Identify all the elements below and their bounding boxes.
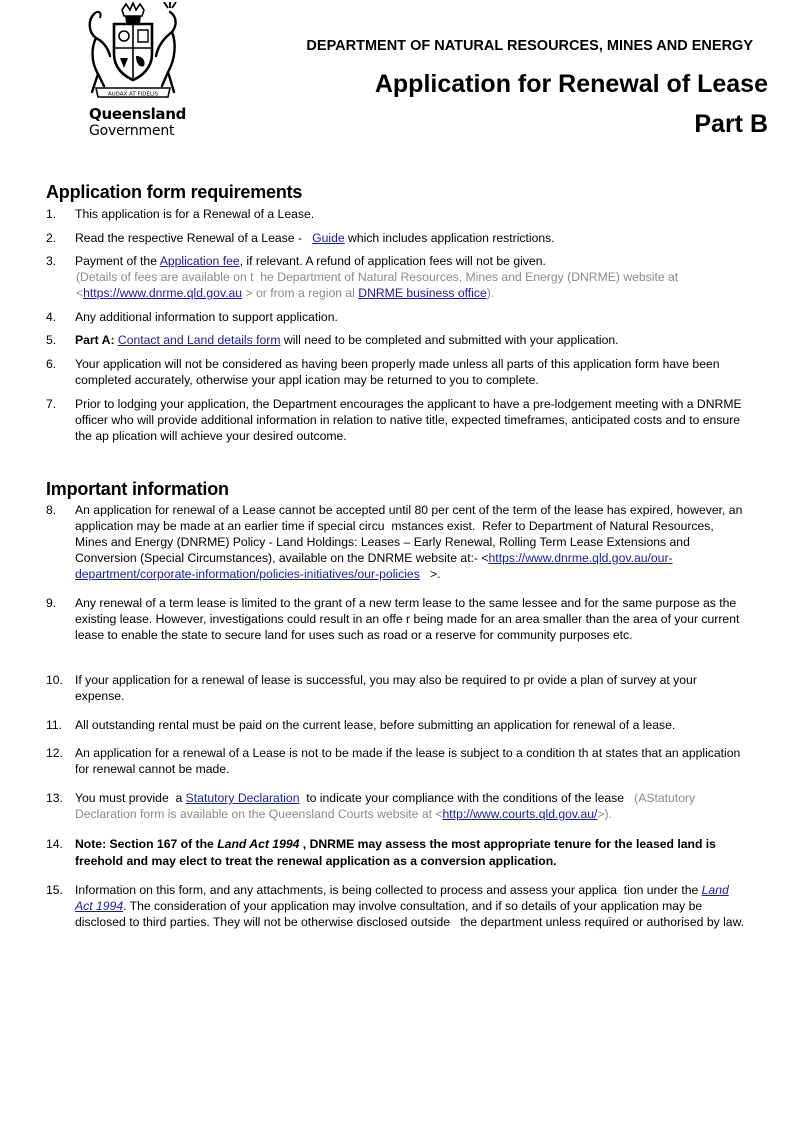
item-number: 8. [46, 503, 57, 517]
item-number: 6. [46, 357, 57, 371]
item-number: 10. [46, 673, 63, 687]
list-item [46, 309, 746, 325]
item-number: 14. [46, 837, 63, 851]
list-item [46, 882, 746, 930]
note-text: (Details of fees are available on t he Department of Natural Resources, Mines and Energy (DNRME) website at < [76, 270, 682, 300]
logo-wordmark-government: Government [89, 123, 175, 139]
list-item [46, 595, 746, 643]
dnrme-business-office-link[interactable]: DNRME business office [358, 286, 487, 300]
item-number: 2. [46, 231, 57, 245]
land-act-1994-link[interactable]: Land Act 1994 [75, 883, 729, 913]
guide-link[interactable]: Guide [312, 231, 345, 245]
item-text: An application for a renewal of a Lease is not to be made if the lease is subject to a condition th at states that an application for renewal cannot be made. [75, 746, 741, 776]
item-text: All outstanding rental must be paid on the current lease, before submitting an application for renewal of a lease. [75, 718, 676, 732]
item-text: If your application for a renewal of lease is successful, you may also be required to pr ovide a plan of survey at your expense. [75, 673, 697, 703]
item-text: Payment of the [75, 254, 160, 268]
item-number: 1. [46, 207, 57, 221]
fees-note [47, 269, 747, 301]
list-item [46, 836, 746, 870]
part-a-label: Part A: [75, 333, 118, 347]
list-item [46, 230, 746, 246]
item-text: This application is for a Renewal of a Lease. [75, 207, 315, 221]
item-text: Information on this form, and any attachments, is being collected to process and assess your applica tion under the [75, 883, 702, 897]
land-act-title: Land Act 1994 [217, 837, 300, 851]
list-item [46, 672, 746, 704]
queensland-government-logo [78, 2, 188, 142]
list-item [46, 745, 746, 777]
item-text: Your application will not be considered as having been properly made unless all parts of this application form have been completed accurately, otherwise your appl ication may be returned to you to complete. [75, 357, 720, 387]
item-number: 3. [46, 254, 57, 268]
motto-text: AUDAX AT FIDELIS [107, 91, 159, 98]
section-heading-important: Important information [46, 479, 229, 499]
item-text: , DNRME may assess the most appropriate tenure for the leased land is freehold and may elect to treat the renewal application as a conversion application. [75, 837, 720, 868]
coat-of-arms-icon [78, 2, 188, 102]
list-item [46, 332, 746, 348]
note-text: ). [486, 286, 495, 300]
item-text: will need to be completed and submitted with your application. [280, 333, 619, 347]
item-text: Any renewal of a term lease is limited to the grant of a new term lease to the same lessee and for the same purpose as the existing lease. However, investigations could result in an offe r being made for an area smaller than the area of your current lease to enable the state to secure land for uses such as road or a reserve for community purposes etc. [75, 596, 740, 642]
item-text: You must provide a [75, 791, 186, 805]
item-text: Note: Section 167 of the [75, 837, 218, 851]
item-text: Read the respective Renewal of a Lease - [75, 231, 313, 245]
list-item [46, 502, 746, 582]
item-text: Any additional information to support application. [75, 310, 338, 324]
list-item [46, 790, 746, 822]
queensland-courts-link[interactable]: http://www.courts.qld.gov.au/ [442, 807, 598, 821]
list-item [46, 206, 746, 222]
item-number: 12. [46, 746, 63, 760]
item-text: >. [419, 567, 441, 581]
logo-wordmark-queensland: Queensland [89, 105, 187, 123]
contact-land-details-form-link[interactable]: Contact and Land details form [117, 333, 281, 347]
list-item [46, 356, 746, 388]
dnrme-website-link[interactable]: https://www.dnrme.qld.gov.au [83, 286, 243, 300]
list-item [46, 253, 746, 269]
item-number: 7. [46, 397, 57, 411]
list-item [46, 717, 746, 733]
note-text: > or from a region al [242, 286, 359, 300]
page-subtitle: Part B [694, 110, 768, 138]
dnrme-policies-link[interactable]: https://www.dnrme.qld.gov.au/our-department/corporate-information/policies-initiatives/our-policies [75, 551, 673, 581]
item-text: which includes application restrictions. [344, 231, 555, 245]
item-text: . The consideration of your application may involve consultation, and if so details of your application may be disclosed to third parties. They will not be otherwise disclosed outside the department unless required or authorised by law. [75, 899, 745, 929]
item-number: 13. [46, 791, 63, 805]
item-number: 15. [46, 883, 63, 897]
section-heading-requirements: Application form requirements [46, 182, 303, 202]
item-number: 9. [46, 596, 57, 610]
list-item [46, 396, 746, 444]
statutory-declaration-link[interactable]: Statutory Declaration [185, 791, 300, 805]
item-text: An application for renewal of a Lease cannot be accepted until 80 per cent of the term of the lease has expired, however, an application may be made at an earlier time if special circu mstances exist. Refer to Department of Natural Resources, Mines and Energy (DNRME) Policy - Land Holdings: Leases – Early Renewal, Rolling Term Lease Extensions and Conversion (Special Circumstances), available on the DNRME website at:- < [75, 503, 746, 565]
note-text: (AStatutory Declaration form is available on the Queensland Courts website at < [75, 791, 699, 821]
item-number: 4. [46, 310, 57, 324]
item-text: , if relevant. A refund of application fees will not be given. [239, 254, 546, 268]
department-name: DEPARTMENT OF NATURAL RESOURCES, MINES AND ENERGY [306, 38, 753, 54]
page-title: Application for Renewal of Lease [374, 70, 768, 98]
item-number: 11. [46, 718, 63, 732]
application-fee-link[interactable]: Application fee [159, 254, 240, 268]
item-text: Prior to lodging your application, the Department encourages the applicant to have a pre-lodgement meeting with a DNRME officer who will provide additional information in relation to native title, expected timeframes, anticipated costs and to ensure the ap plication will achieve your desired outcome. [75, 397, 742, 443]
item-text: to indicate your compliance with the conditions of the lease [299, 791, 631, 805]
note-text: >). [597, 807, 612, 821]
item-number: 5. [46, 333, 57, 347]
